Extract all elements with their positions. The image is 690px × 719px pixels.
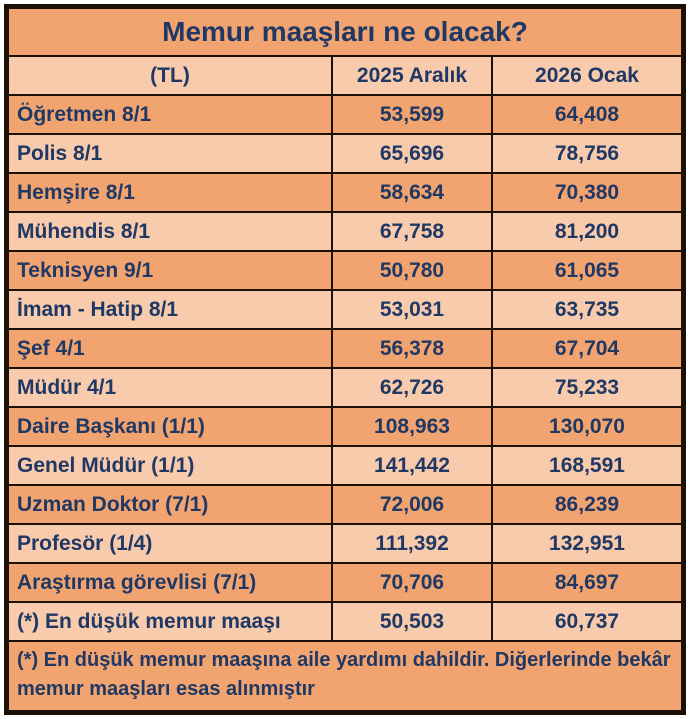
value-2025-aralik: 50,503 bbox=[333, 603, 493, 640]
row-label: Araştırma görevlisi (7/1) bbox=[9, 564, 333, 601]
value-2026-ocak: 168,591 bbox=[549, 453, 625, 477]
value-2026-ocak: 84,697 bbox=[554, 570, 620, 594]
value-2026-ocak: 67,704 bbox=[554, 336, 620, 360]
value-2026-ocak: 63,735 bbox=[554, 297, 620, 321]
table-row bbox=[9, 447, 681, 486]
value-2025-aralik: 67,758 bbox=[333, 213, 493, 250]
table-row bbox=[9, 252, 681, 291]
table-title: Memur maaşları ne olacak? bbox=[9, 9, 681, 57]
row-label: Müdür 4/1 bbox=[9, 369, 333, 406]
table-row bbox=[9, 525, 681, 564]
value-2026-ocak: 132,951 bbox=[549, 531, 625, 555]
value-2026-ocak: 78,756 bbox=[554, 141, 620, 165]
table-row bbox=[9, 135, 681, 174]
value-2025-aralik: 50,780 bbox=[333, 252, 493, 289]
value-2025-aralik: 53,031 bbox=[333, 291, 493, 328]
row-label: Öğretmen 8/1 bbox=[9, 96, 333, 133]
table-row bbox=[9, 213, 681, 252]
value-2025-aralik: 62,726 bbox=[333, 369, 493, 406]
value-2026-ocak: 81,200 bbox=[554, 219, 620, 243]
row-label: Teknisyen 9/1 bbox=[9, 252, 333, 289]
row-label: Daire Başkanı (1/1) bbox=[9, 408, 333, 445]
value-2026-ocak: 60,737 bbox=[554, 609, 620, 633]
table-row bbox=[9, 96, 681, 135]
value-2025-aralik: 65,696 bbox=[333, 135, 493, 172]
row-label: Profesör (1/4) bbox=[9, 525, 333, 562]
column-header-2025-aralik: 2025 Aralık bbox=[333, 57, 493, 94]
table-row bbox=[9, 330, 681, 369]
value-2025-aralik: 56,378 bbox=[333, 330, 493, 367]
value-2025-aralik: 70,706 bbox=[333, 564, 493, 601]
column-header-unit: (TL) bbox=[9, 57, 333, 94]
table-row bbox=[9, 603, 681, 642]
row-label: Mühendis 8/1 bbox=[9, 213, 333, 250]
row-label: Polis 8/1 bbox=[9, 135, 333, 172]
value-2026-ocak: 86,239 bbox=[554, 492, 620, 516]
value-2025-aralik: 108,963 bbox=[333, 408, 493, 445]
value-2025-aralik: 58,634 bbox=[333, 174, 493, 211]
table-frame bbox=[4, 4, 686, 715]
value-2026-ocak: 61,065 bbox=[554, 258, 620, 282]
row-label: Uzman Doktor (7/1) bbox=[9, 486, 333, 523]
table-header-row bbox=[9, 57, 681, 96]
row-label: Şef 4/1 bbox=[9, 330, 333, 367]
row-label: (*) En düşük memur maaşı bbox=[9, 603, 333, 640]
table-row bbox=[9, 408, 681, 447]
table-row bbox=[9, 291, 681, 330]
value-2025-aralik: 111,392 bbox=[333, 525, 493, 562]
value-2026-ocak: 75,233 bbox=[554, 375, 620, 399]
row-label: Genel Müdür (1/1) bbox=[9, 447, 333, 484]
table-footnote: (*) En düşük memur maaşına aile yardımı dahildir. Diğerlerinde bekâr memur maaşları esas alınmıştır bbox=[9, 642, 681, 710]
table-row bbox=[9, 486, 681, 525]
table-row bbox=[9, 564, 681, 603]
value-2025-aralik: 141,442 bbox=[333, 447, 493, 484]
value-2025-aralik: 72,006 bbox=[333, 486, 493, 523]
value-2026-ocak: 130,070 bbox=[549, 414, 625, 438]
value-2025-aralik: 53,599 bbox=[333, 96, 493, 133]
value-2026-ocak: 64,408 bbox=[554, 102, 620, 126]
column-header-2026-ocak: 2026 Ocak bbox=[535, 63, 639, 87]
table-row bbox=[9, 369, 681, 408]
table-row bbox=[9, 174, 681, 213]
row-label: İmam - Hatip 8/1 bbox=[9, 291, 333, 328]
row-label: Hemşire 8/1 bbox=[9, 174, 333, 211]
value-2026-ocak: 70,380 bbox=[554, 180, 620, 204]
